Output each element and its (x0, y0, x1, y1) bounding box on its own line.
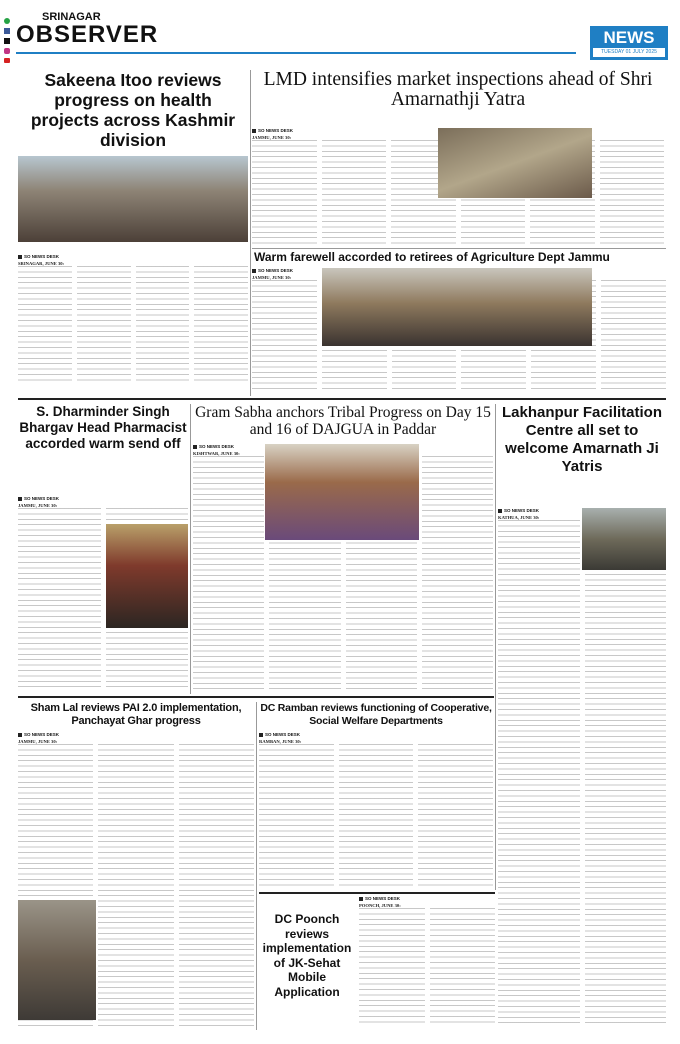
masthead (16, 12, 668, 62)
body-col (136, 266, 190, 384)
body-col (193, 456, 264, 692)
youtube-icon (4, 58, 10, 63)
desk-label: SO NEWS DESK (24, 496, 60, 501)
headline: Warm farewell accorded to retirees of Agriculture Dept Jammu (254, 250, 610, 264)
facebook-icon (4, 28, 10, 34)
bullet-icon (252, 269, 256, 273)
headline: S. Dharminder Singh Bhargav Head Pharmacist accorded warm send off (19, 404, 187, 451)
body-col (418, 744, 493, 886)
body-col (179, 744, 254, 1026)
headline: DC Ramban reviews functioning of Cooperative, Social Welfare Departments (260, 702, 492, 727)
desk-label: SO NEWS DESK (504, 508, 540, 513)
whatsapp-icon (4, 18, 10, 24)
dateline: KATHUA, JUNE 30: (498, 515, 540, 520)
article-sakeena (18, 70, 248, 252)
body-columns (498, 520, 666, 1024)
article-shamlal (18, 702, 254, 1030)
section-box (590, 26, 668, 60)
section-label: NEWS (603, 28, 655, 47)
body-col (77, 266, 131, 384)
brand-logo (16, 12, 158, 47)
body-col (259, 744, 334, 886)
body-columns (18, 266, 248, 384)
body-col (252, 140, 317, 246)
dateline: JAMMU, JUNE 30: (18, 503, 58, 508)
body-col (252, 280, 317, 392)
body-columns (359, 908, 495, 1026)
brand-title-big: OBSERVER (16, 21, 159, 48)
body-col (422, 456, 493, 692)
body-col (498, 520, 580, 1024)
desk-tag (18, 496, 188, 501)
issue-date: TUESDAY 01 JULY 2025 (593, 48, 665, 57)
article-photo (18, 900, 96, 1020)
row-rule (18, 398, 666, 400)
article-body (498, 508, 666, 1028)
article-photo (18, 156, 248, 242)
column-rule (190, 404, 191, 694)
body-columns (259, 744, 493, 886)
portrait-photo (106, 524, 188, 628)
headline: Lakhanpur Facilitation Centre all set to welcome Amarnath Ji Yatris (501, 404, 663, 475)
bullet-icon (193, 445, 197, 449)
instagram-icon (4, 48, 10, 54)
article-ramban (259, 702, 493, 890)
body-col (601, 280, 666, 392)
dateline: RAMBAN, JUNE 30: (259, 739, 302, 744)
desk-tag (18, 254, 248, 259)
body-col (339, 744, 414, 886)
desk-label: SO NEWS DESK (365, 896, 401, 901)
article-agri (252, 250, 666, 396)
bullet-icon (18, 733, 22, 737)
desk-label: SO NEWS DESK (24, 732, 60, 737)
headline: Sakeena Itoo reviews progress on health projects across Kashmir division (30, 70, 236, 150)
desk-label: SO NEWS DESK (258, 128, 294, 133)
headline: Sham Lal reviews PAI 2.0 implementation, Panchayat Ghar progress (30, 702, 242, 727)
article-poonch (259, 896, 495, 1030)
bullet-icon (18, 497, 22, 501)
desk-label: SO NEWS DESK (258, 268, 294, 273)
article-gramsabha (193, 404, 493, 694)
article-photo (582, 508, 666, 570)
dateline: SRINAGAR, JUNE 30: (18, 261, 65, 266)
desk-label: SO NEWS DESK (265, 732, 301, 737)
headline: DC Poonch reviews implementation of JK-Sehat Mobile Application (262, 912, 352, 999)
headline: Gram Sabha anchors Tribal Progress on Day 15 and 16 of DAJGUA in Paddar (195, 404, 491, 438)
body-col (18, 266, 72, 384)
desk-label: SO NEWS DESK (199, 444, 235, 449)
article-photo (265, 444, 419, 540)
article-photo (438, 128, 592, 198)
desk-label: SO NEWS DESK (24, 254, 60, 259)
bullet-icon (18, 255, 22, 259)
x-icon (4, 38, 10, 44)
brand-title-small: SRINAGAR (42, 11, 101, 23)
article-sakeena-body (18, 254, 248, 394)
article-yatra (252, 70, 664, 248)
desk-tag (259, 732, 493, 737)
desk-tag (18, 732, 254, 737)
body-col (600, 140, 665, 246)
column-rule (495, 404, 496, 890)
article-lakhanpur (498, 404, 666, 1030)
social-strip (2, 18, 12, 98)
article-pharmacist (18, 404, 188, 694)
dateline: KISHTWAR, JUNE 30: (193, 451, 240, 456)
body-col (359, 908, 425, 1026)
dateline: JAMMU, JUNE 30: (252, 135, 292, 140)
dateline: JAMMU, JUNE 30: (18, 739, 58, 744)
body-col (18, 508, 101, 688)
row-rule (252, 248, 666, 249)
article-photo (322, 268, 592, 346)
desk-tag (359, 896, 495, 901)
body-col (430, 908, 496, 1026)
column-rule (250, 70, 251, 396)
headline: LMD intensifies market inspections ahead of Shri Amarnathji Yatra (263, 69, 653, 110)
bullet-icon (259, 733, 263, 737)
row-rule (18, 696, 494, 698)
brand-divider (16, 52, 576, 54)
body-col (194, 266, 248, 384)
dateline: JAMMU, JUNE 30: (252, 275, 292, 280)
bullet-icon (252, 129, 256, 133)
row-rule (259, 892, 495, 894)
body-col (585, 520, 667, 1024)
body-col (98, 744, 173, 1026)
article-body (259, 732, 493, 890)
column-rule (256, 702, 257, 1030)
body-col (322, 140, 387, 246)
article-body (359, 896, 495, 1030)
bullet-icon (359, 897, 363, 901)
bullet-icon (498, 509, 502, 513)
dateline: POONCH, JUNE 30: (359, 903, 401, 908)
